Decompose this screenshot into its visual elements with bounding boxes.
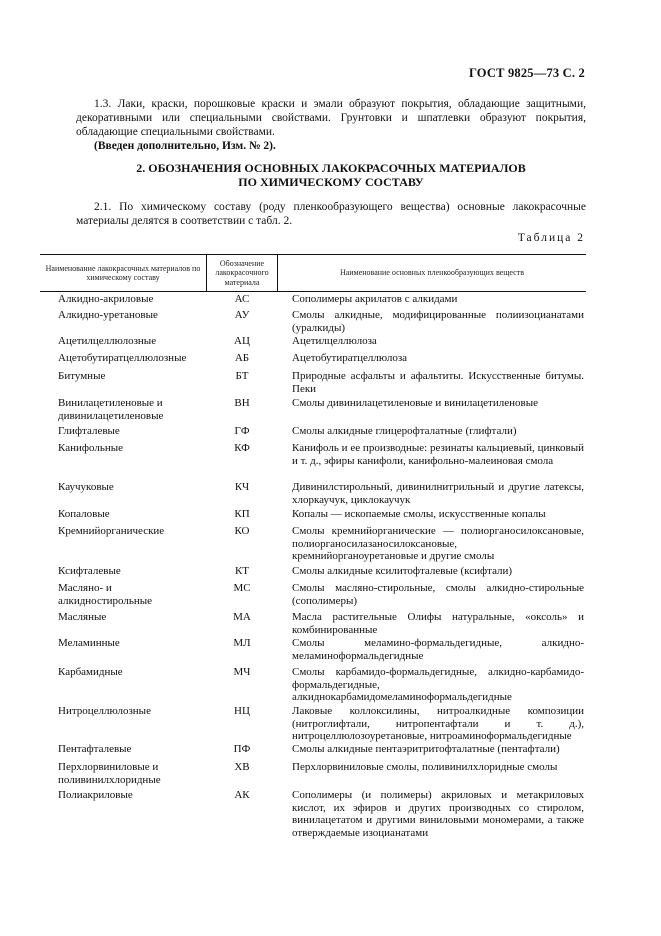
material-name-cell: Пентафталевые (58, 743, 132, 755)
section-2-title (76, 161, 586, 189)
materials-table (40, 254, 586, 839)
section-2-title-line2: ПО ХИМИЧЕСКОМУ СОСТАВУ (238, 175, 424, 189)
table-row (40, 370, 586, 395)
material-name-cell: Битумные (58, 370, 106, 382)
material-code-cell: НЦ (234, 705, 250, 717)
paragraph-1-3-text: 1.3. Лаки, краски, порошковые краски и эмали образуют покрытия, обладающие защитными, декоративными или специальными свойствами. Грунтовки и шпатлевки образуют покрытия, обладающие специальными свойствами. (76, 98, 586, 138)
table-row (40, 637, 586, 662)
table-row (40, 789, 586, 839)
table-row (40, 611, 586, 636)
film-former-cell: Лаковые коллоксилины, нитроалкидные композиции (нитроглифтали, нитропентафтали и т. д.), нитроцеллюлозоуретановые, нитроаминоформальдегидные (292, 705, 584, 742)
table-row (40, 352, 586, 365)
material-code-cell: КО (234, 525, 250, 537)
material-name-cell: Ксифталевые (58, 565, 121, 577)
material-code-cell: АЦ (234, 335, 250, 347)
film-former-cell: Смолы алкидные, модифицированные полиизоцианатами (уралкиды) (292, 309, 584, 334)
table-row (40, 425, 586, 438)
table-row (40, 565, 586, 578)
material-name-cell: Каучуковые (58, 481, 114, 493)
material-code-cell: МЧ (233, 666, 251, 678)
film-former-cell: Перхлорвиниловые смолы, поливинилхлоридные смолы (292, 761, 558, 773)
material-code-cell: КФ (234, 442, 250, 454)
material-name-cell: Карбамидные (58, 666, 123, 678)
film-former-cell: Смолы алкидные пентаэритритофталатные (пентафтали) (292, 743, 560, 755)
table-row (40, 309, 586, 334)
material-code-cell: АС (234, 293, 250, 305)
material-name-cell: Масляно- и алкидностирольные (58, 582, 153, 607)
table-row (40, 582, 586, 607)
film-former-cell: Смолы карбамидо-формальдегидные, алкидно-карбамидо-формальдегидные, алкиднокарбамидомеламиноформальдегидные (292, 666, 584, 703)
table-row (40, 293, 586, 306)
material-name-cell: Копаловые (58, 508, 110, 520)
material-code-cell: АУ (234, 309, 250, 321)
material-name-cell: Меламинные (58, 637, 120, 649)
header-film-former: Наименование основных пленкообразующих веществ (340, 268, 524, 278)
table-row (40, 508, 586, 521)
material-name-cell: Полиакриловые (58, 789, 133, 801)
material-code-cell: АК (234, 789, 250, 801)
material-code-cell: МА (233, 611, 251, 623)
film-former-cell: Сополимеры акрилатов с алкидами (292, 293, 458, 305)
material-code-cell: ВН (234, 397, 250, 409)
material-name-cell: Винилацетиленовые и дивинилацетиленовые (58, 397, 164, 422)
table-row (40, 335, 586, 348)
film-former-cell: Копалы — ископаемые смолы, искусственные копалы (292, 508, 546, 520)
header-material-code: Обозначение лакокрасочного материала (206, 255, 278, 291)
table-row (40, 481, 586, 506)
material-name-cell: Кремнийорганические (58, 525, 165, 537)
table-row (40, 743, 586, 756)
material-name-cell: Нитроцеллюлозные (58, 705, 151, 717)
material-name-cell: Алкидно-акриловые (58, 293, 154, 305)
film-former-cell: Дивинилстирольный, дивинилнитрильный и другие латексы, хлоркаучук, циклокаучук (292, 481, 584, 506)
material-code-cell: ПФ (233, 743, 251, 755)
material-code-cell: КП (234, 508, 250, 520)
paragraph-2-1 (76, 200, 586, 228)
header-material-name: Наименование лакокрасочных материалов по химическому составу (45, 263, 201, 282)
table-header-row (40, 255, 586, 292)
table-row (40, 525, 586, 563)
material-code-cell: МЛ (233, 637, 251, 649)
material-name-cell: Перхлорвиниловые и поливинилхлоридные (58, 761, 161, 786)
film-former-cell: Масла растительные Олифы натуральные, «оксоль» и комбинированные (292, 611, 584, 636)
amendment-note: (Введен дополнительно, Изм. № 2). (94, 140, 276, 152)
table-row (40, 442, 586, 467)
material-code-cell: ГФ (234, 425, 250, 437)
material-code-cell: КЧ (234, 481, 250, 493)
paragraph-1-3 (76, 97, 586, 153)
page-header-doc-ref: ГОСТ 9825—73 С. 2 (468, 66, 585, 80)
material-name-cell: Канифольные (58, 442, 123, 454)
material-code-cell: КТ (234, 565, 250, 577)
table-row (40, 761, 586, 786)
table-row (40, 397, 586, 422)
material-name-cell: Масляные (58, 611, 107, 623)
film-former-cell: Смолы дивинилацетиленовые и винилацетиленовые (292, 397, 538, 409)
table-caption: Таблица 2 (517, 232, 585, 244)
film-former-cell: Смолы алкидные глицерофталатные (глифтали) (292, 425, 517, 437)
material-name-cell: Глифталевые (58, 425, 120, 437)
film-former-cell: Смолы меламино-формальдегидные, алкидно-меламиноформальдегидные (292, 637, 584, 662)
film-former-cell: Ацетилцеллюлоза (292, 335, 377, 347)
material-code-cell: АБ (234, 352, 250, 364)
material-name-cell: Ацетобутиратцеллюлозные (58, 352, 187, 364)
material-code-cell: МС (233, 582, 251, 594)
table-row (40, 705, 586, 743)
film-former-cell: Смолы алкидные ксилитофталевые (ксифтали) (292, 565, 513, 577)
material-code-cell: БТ (235, 370, 249, 382)
film-former-cell: Природные асфальты и афальтиты. Искусственные битумы. Пеки (292, 370, 584, 395)
material-code-cell: ХВ (234, 761, 250, 773)
film-former-cell: Ацетобутиратцеллюлоза (292, 352, 408, 364)
paragraph-2-1-text: 2.1. По химическому составу (роду пленкообразующего вещества) основные лакокрасочные материалы делятся в соответствии с табл. 2. (76, 201, 586, 227)
table-row (40, 666, 586, 704)
film-former-cell: Смолы масляно-стирольные, смолы алкидно-стирольные (сополимеры) (292, 582, 584, 607)
film-former-cell: Смолы кремнийорганические — полиорганосилоксановые, полиорганосилазаносилоксановые, кремнийорганоуретановые и другие смолы (292, 525, 584, 562)
section-2-title-line1: 2. ОБОЗНАЧЕНИЯ ОСНОВНЫХ ЛАКОКРАСОЧНЫХ МАТЕРИАЛОВ (136, 161, 526, 175)
film-former-cell: Канифоль и ее производные: резинаты кальциевый, цинковый и т. д., эфиры канифоли, канифольно-малеиновая смола (292, 442, 584, 467)
material-name-cell: Ацетилцеллюлозные (58, 335, 157, 347)
film-former-cell: Сополимеры (и полимеры) акриловых и метакриловых кислот, их эфиров и других производных со стиролом, винилацетатом и другими виниловыми мономерами, а также отверждаемые изоцианатами (292, 789, 584, 839)
material-name-cell: Алкидно-уретановые (58, 309, 158, 321)
